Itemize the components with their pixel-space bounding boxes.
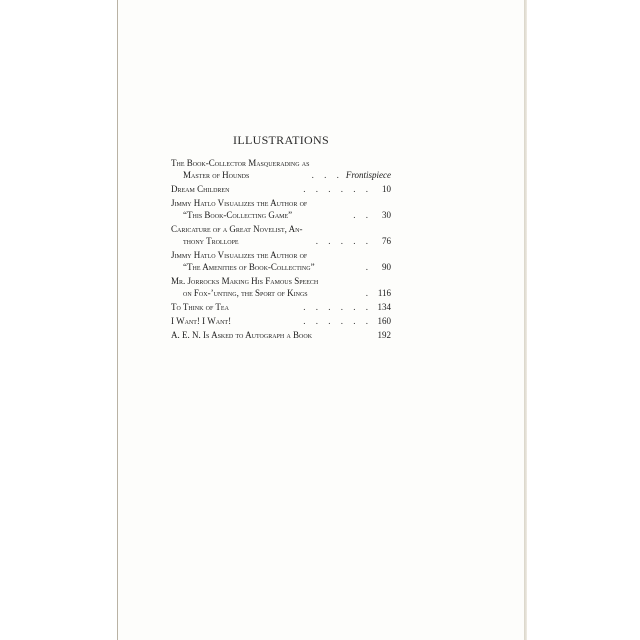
leader-dots <box>312 329 375 341</box>
entry-title: Dream Children <box>171 184 230 194</box>
leader-dots: . . <box>353 210 372 220</box>
entry-title-continued: on Fox-’unting, the Sport of Kings <box>183 288 308 298</box>
entry-title: A. E. N. Is Asked to Autograph a Book <box>171 330 313 340</box>
leader-dots: . <box>365 262 372 272</box>
leader-dots: . <box>365 288 372 298</box>
leader-dots: . . . . . . <box>303 302 372 312</box>
list-item <box>171 197 391 221</box>
page-heading: ILLUSTRATIONS <box>233 133 329 147</box>
leader-dots: . . . <box>311 170 343 180</box>
leader-dots: . . . . . . <box>303 184 372 194</box>
list-item <box>171 157 391 181</box>
page-number: 192 <box>377 330 391 340</box>
list-item <box>171 249 391 273</box>
list-item <box>171 183 391 195</box>
illustrations-list <box>171 133 391 341</box>
page-number: 30 <box>382 210 391 220</box>
entry-title: Caricature of a Great Novelist, An- <box>171 224 303 234</box>
page-right-edge <box>524 0 527 640</box>
page-number: 10 <box>382 184 391 194</box>
entry-title: Mr. Jorrocks Making His Famous Speech <box>171 276 319 286</box>
entry-title-continued: “The Amenities of Book-Collecting” <box>183 262 315 272</box>
list-item <box>171 301 391 313</box>
leader-dots: . . . . . . <box>303 316 372 326</box>
page-number: 160 <box>377 316 391 326</box>
entry-title: To Think of Tea <box>171 302 229 312</box>
entry-title: The Book-Collector Masquerading as <box>171 158 310 168</box>
page-number: 76 <box>382 236 391 246</box>
entry-title: I Want! I Want! <box>171 316 232 326</box>
page-number: 90 <box>382 262 391 272</box>
entry-title: Jimmy Hatlo Visualizes the Author of <box>171 250 308 260</box>
list-item <box>171 223 391 247</box>
page-number: 116 <box>377 288 391 298</box>
leader-dots: . . . . . <box>315 236 372 246</box>
list-item <box>171 329 391 341</box>
list-item <box>171 275 391 299</box>
entry-title-continued: Master of Hounds <box>183 170 250 180</box>
page-number: Frontispiece <box>345 170 391 180</box>
page-number: 134 <box>377 302 391 312</box>
entry-title-continued: “This Book-Collecting Game” <box>183 210 293 220</box>
list-item <box>171 315 391 327</box>
entry-title: Jimmy Hatlo Visualizes the Author of <box>171 198 308 208</box>
entry-title-continued: thony Trollope <box>183 236 239 246</box>
